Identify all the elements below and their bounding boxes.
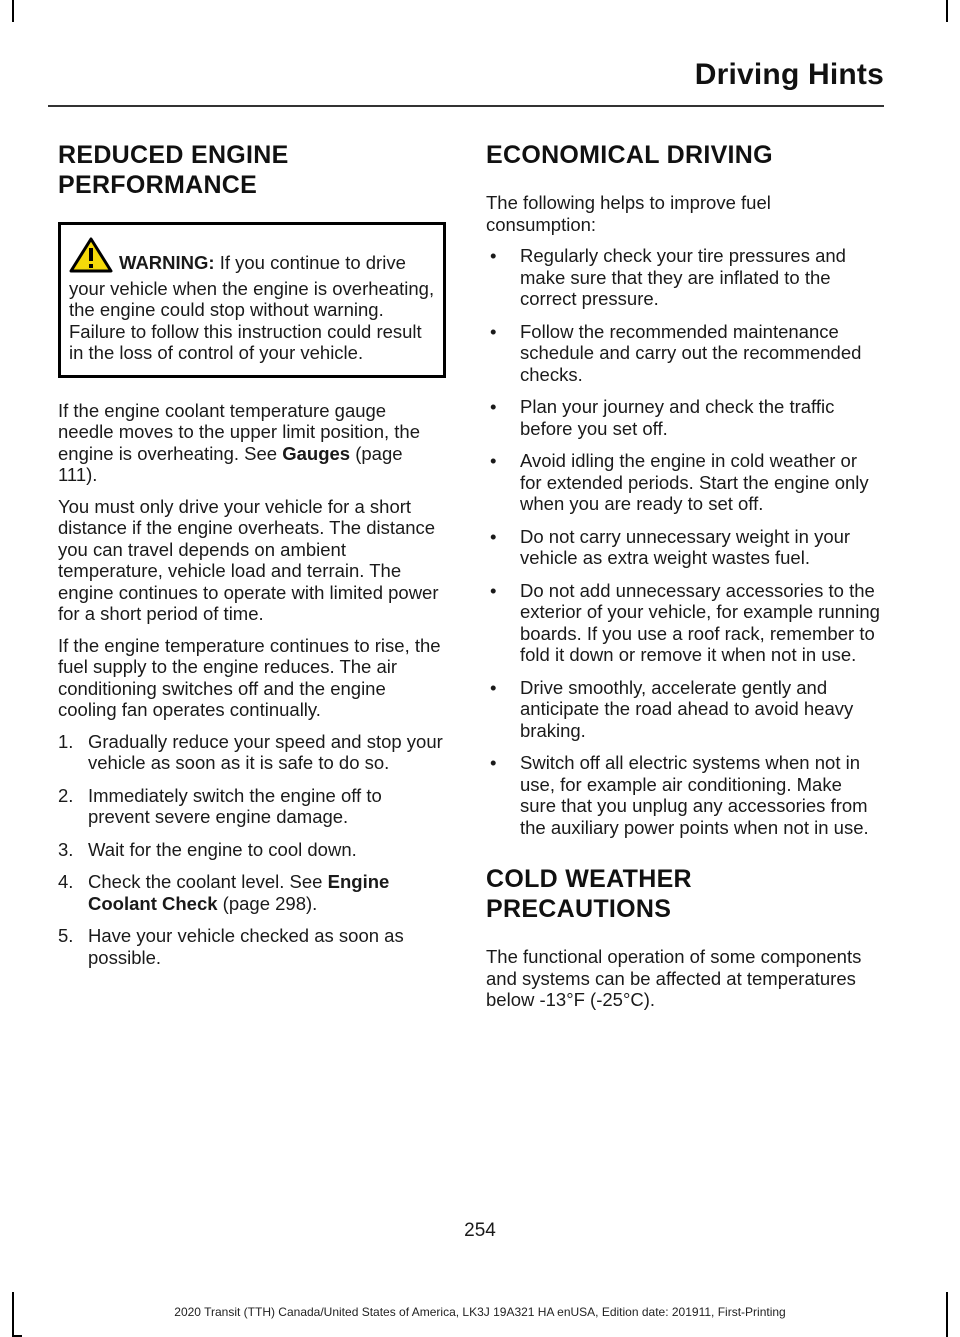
list-item: • Avoid idling the engine in cold weather or for extended periods. Start the engine only when you are ready to set off. (490, 450, 869, 514)
paragraph-gauge: If the engine coolant temperature gauge needle moves to the upper limit position, the engine is overheating. See Gauges (page 111). (58, 399, 420, 485)
section-heading-economical-driving: ECONOMICAL DRIVING (486, 141, 773, 169)
link-engine-coolant-check[interactable]: Engine Coolant Check (88, 871, 390, 914)
list-item: • Follow the recommended maintenance schedule and carry out the recommended checks. (490, 320, 862, 385)
list-item: • Do not carry unnecessary weight in your vehicle as extra weight wastes fuel. (490, 525, 851, 568)
list-item: 1. Gradually reduce your speed and stop your vehicle as soon as it is safe to do so. (58, 730, 443, 773)
list-item: 5. Have your vehicle checked as soon as possible. (58, 925, 404, 968)
warning-label: WARNING: (119, 252, 215, 273)
list-item: • Plan your journey and check the traffic before you set off. (490, 396, 835, 439)
paragraph-overheat-distance: You must only drive your vehicle for a short distance if the engine overheats. The distance you can travel depends on ambient temperature, vehicle load and terrain. The engine continues to operate with limited power for a short period of time. (58, 495, 439, 624)
section-heading-reduced-engine-performance: REDUCED ENGINE PERFORMANCE (58, 141, 289, 199)
crop-mark-top-right (946, 0, 948, 22)
list-item: 4. Check the coolant level. See Engine Coolant Check (page 298). (58, 871, 390, 914)
right-column (486, 140, 882, 1021)
paragraph-temperature-rise: If the engine temperature continues to rise, the fuel supply to the engine reduces. The air conditioning switches off and the engine cooling fan operates continually. (58, 634, 441, 720)
bullet-list (486, 245, 882, 838)
paragraph-cold-weather: The functional operation of some components and systems can be affected at temperatures below -13°F (-25°C). (486, 946, 862, 1010)
numbered-steps (58, 731, 446, 969)
list-item: • Regularly check your tire pressures and make sure that they are inflated to the correct pressure. (490, 245, 846, 309)
warning-text: If you continue to drive your vehicle when the engine is overheating, the engine could stop without warning. Failure to follow this instruction could result in the loss of control of your vehicle. (69, 252, 435, 363)
header-rule (48, 105, 884, 107)
list-item: • Do not add unnecessary accessories to the exterior of your vehicle, for example running boards. If you use a roof rack, remember to fold it down or remove it when not in use. (490, 579, 880, 665)
list-item: • Drive smoothly, accelerate gently and anticipate the road ahead to avoid heavy braking. (490, 676, 854, 741)
paragraph-intro: The following helps to improve fuel consumption: (486, 192, 771, 235)
page-header-title: Driving Hints (694, 58, 884, 91)
footer-edition-info: 2020 Transit (TTH) Canada/United States of America, LK3J 19A321 HA enUSA, Edition date: 201911, First-Printing (174, 1305, 786, 1319)
list-item: • Switch off all electric systems when not in use, for example air conditioning. Make sure that you unplug any accessories from the auxiliary power points when not in use. (490, 752, 869, 838)
list-item: 3. Wait for the engine to cool down. (58, 838, 357, 860)
warning-box (58, 222, 446, 378)
page-number: 254 (464, 1220, 496, 1241)
link-gauges[interactable]: Gauges (282, 442, 351, 464)
left-column (58, 140, 446, 979)
section-heading-cold-weather-precautions: COLD WEATHER PRECAUTIONS (486, 865, 692, 923)
warning-triangle-icon (69, 237, 113, 278)
crop-mark-top-left (12, 0, 14, 22)
list-item: 2. Immediately switch the engine off to prevent severe engine damage. (58, 784, 382, 827)
